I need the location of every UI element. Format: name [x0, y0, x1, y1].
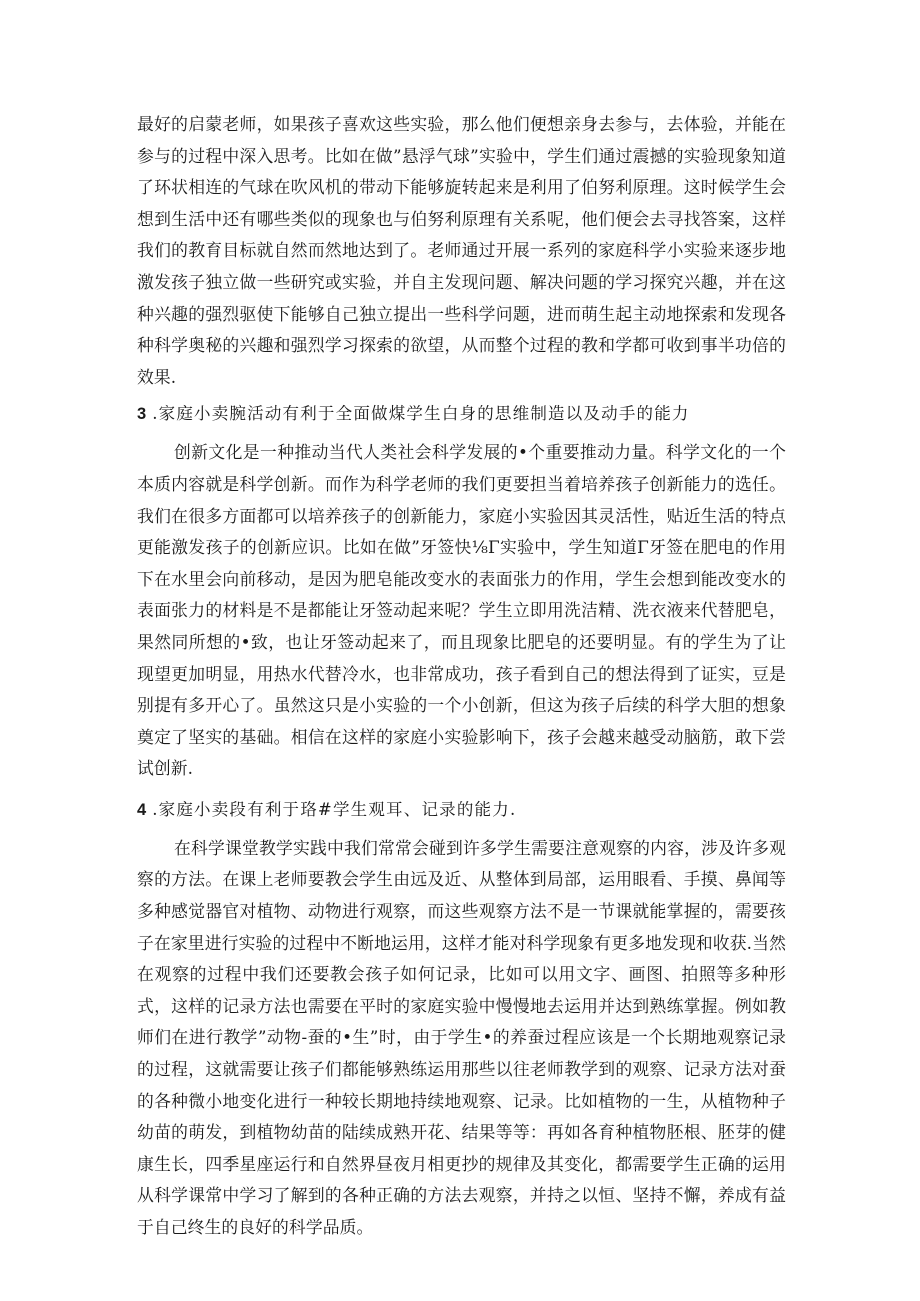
section-4-heading: [137, 793, 786, 827]
section-4-paragraph: 在科学课堂教学实践中我们常常会碰到许多学生需要注意观察的内容，涉及许多观察的方法。在课上老师要教会学生由远及近、从整体到局部，运用眼看、手摸、鼻闻等多种感觉器官对植物、动物进行观察，而这些观察方法不是一节课就能掌握的，需要孩子在家里进行实验的过程中不断地运用，这样才能对科学现象有更多地发现和收获.当然在观察的过程中我们还要教会孩子如何记录，比如可以用文字、画图、拍照等多种形式，这样的记录方法也需要在平时的家庭实验中慢慢地去运用并达到熟练掌握。例如教师们在进行教学”动物-蚕的•生”时，由于学生•的养蚕过程应该是一个长期地观察记录的过程，这就需要让孩子们都能够熟练运用那些以往老师教学到的观察、记录方法对蚕的各种微小地变化进行一种较长期地持续地观察、记录。比如植物的一生，从植物种子幼苗的萌发，到植物幼苗的陆续成熟开花、结果等等：再如各育种植物胚根、胚芽的健康生长，四季星座运行和自然界昼夜月相更抄的规律及其变化，都需要学生正确的运用从科学课常中学习了解到的各种正确的方法去观察，并持之以恒、坚持不懈，养成有益于自己终生的良好的科学品质。: [137, 837, 786, 1237]
section-3-heading: [137, 397, 786, 431]
section-3-title: .家庭小卖腕活动有利于全面做煤学生白身的思维制造以及动手的能力: [152, 404, 690, 424]
section-3-paragraph: 创新文化是一种推动当代人类社会科学发展的•个重要推动力量。科学文化的一个本质内容就是科学创新。而作为科学老师的我们更要担当着培养孩子创新能力的选任。我们在很多方面都可以培养孩子的创新能力，家庭小实验因其灵活性，贴近生活的特点更能激发孩子的创新应识。比如在做”牙签快⅛Γ实验中，学生知道Γ牙签在肥电的作用下在水里会向前移动，是因为肥皂能改变水的表面张力的作用，学生会想到能改变水的表面张力的材料是不是都能让牙签动起来呢？学生立即用洗洁精、洗衣液来代替肥皂，果然同所想的•致，也让牙签动起来了，而且现象比肥皂的还要明显。有的学生为了让现望更加明显，用热水代替冷水，也非常成功，孩子看到自己的想法得到了证实，豆是别提有多开心了。虽然这只是小实验的一个小创新，但这为孩子后续的科学大胆的想象奠定了坚实的基础。相信在这样的家庭小实验影响下，孩子会越来越受动脑筋，敢下尝试创新.: [137, 442, 786, 779]
section-3-number: 3: [137, 405, 147, 424]
intro-paragraph: 最好的启蒙老师，如果孩子喜欢这些实验，那么他们便想亲身去参与，去体验，并能在参与的过程中深入思考。比如在做”悬浮气球”实验中，学生们通过震撼的实验现象知道了环状相连的气球在吹风机的带动下能够旋转起来是利用了伯努利原理。这时候学生会想到生活中还有哪些类似的现象也与伯努利原理有关系呢，他们便会去寻找答案，这样我们的教育目标就自然而然地达到了。老师通过开展一系列的家庭科学小实验来逐步地激发孩子独立做一些研究或实验，并自主发现问题、解决问题的学习探究兴趣，并在这种兴趣的强烈驱使下能够自己独立提出一些科学问题，进而萌生起主动地探索和发现各种科学奥秘的兴趣和强烈学习探索的欲望，从而整个过程的教和学都可收到事半功倍的效果.: [137, 114, 786, 387]
section-4-number: 4: [137, 800, 147, 819]
section-4-title: .家庭小卖段有利于珞#学生观耳、记录的能力.: [152, 799, 517, 819]
